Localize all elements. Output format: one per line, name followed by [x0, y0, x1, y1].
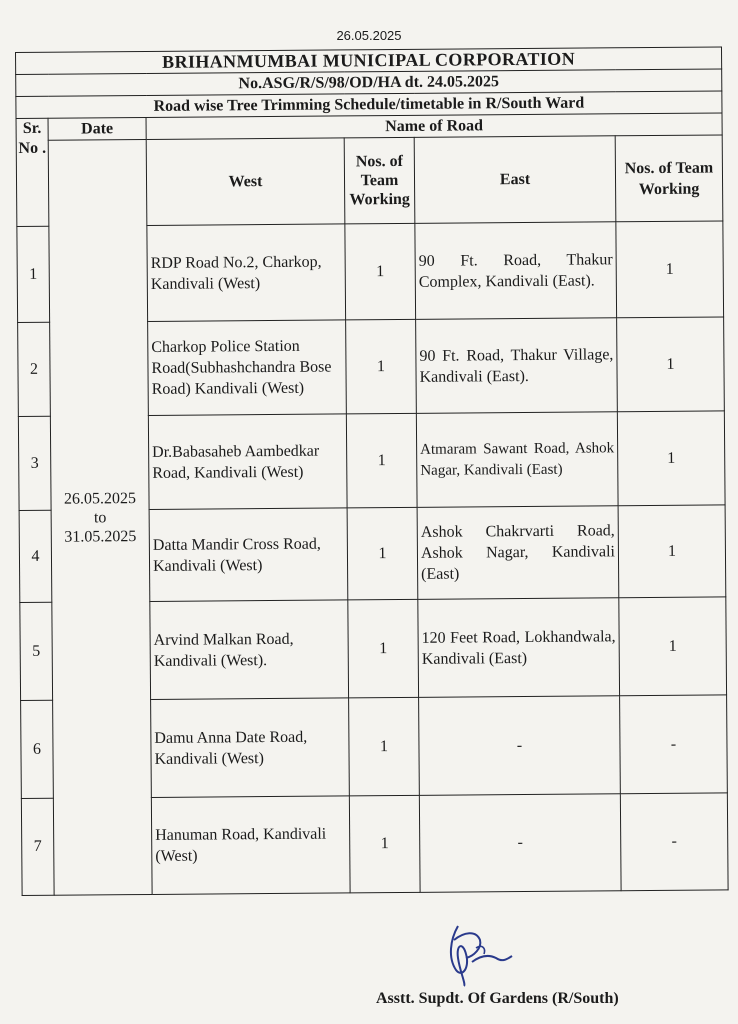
- schedule-table: [15, 46, 729, 896]
- west-road: Damu Anna Date Road, Kandivali (West): [151, 698, 350, 798]
- west-road: Datta Mandir Cross Road, Kandivali (West): [149, 508, 348, 602]
- sr-no: 2: [18, 322, 51, 416]
- team-east-count: 1: [617, 317, 725, 412]
- date-from: 26.05.2025: [63, 489, 137, 508]
- east-road: 90 Ft. Road, Thakur Complex, Kandivali (East).: [415, 222, 617, 320]
- schedule-sheet: [15, 46, 728, 912]
- sr-no: 5: [20, 602, 53, 700]
- team-east-count: -: [620, 695, 728, 794]
- schedule-title: Road wise Tree Trimming Schedule/timetable in R/South Ward: [16, 91, 722, 119]
- team-west-count: 1: [346, 319, 417, 414]
- sr-no: 1: [17, 226, 50, 322]
- team-west-count: 1: [349, 697, 420, 796]
- team-east-count: -: [620, 793, 728, 891]
- col-header-name-of-road: Name of Road: [146, 113, 722, 140]
- west-road: Hanuman Road, Kandivali (West): [151, 796, 350, 895]
- east-road: Ashok Chakrvarti Road, Ashok Nagar, Kandivali (East): [417, 506, 619, 600]
- document-date: 26.05.2025: [336, 28, 402, 43]
- west-road: Dr.Babasaheb Aambedkar Road, Kandivali (West): [148, 414, 347, 510]
- sr-no: 7: [21, 798, 54, 895]
- west-road: Charkop Police Station Road(Subhashchandra Bose Road) Kandivali (West): [148, 320, 347, 416]
- team-west-count: 1: [348, 599, 419, 698]
- sr-no: 6: [21, 700, 54, 798]
- col-header-west: West: [146, 138, 345, 226]
- sr-no: 4: [19, 510, 52, 602]
- team-east-count: 1: [619, 597, 727, 696]
- col-header-east: East: [414, 136, 616, 224]
- east-road: -: [419, 696, 621, 796]
- date-range-cell: [48, 139, 152, 895]
- col-header-sr-no: Sr. No .: [16, 118, 49, 226]
- sr-no: 3: [18, 416, 51, 510]
- col-header-team-west: Nos. of Team Working: [344, 137, 415, 224]
- west-road: Arvind Malkan Road, Kandivali (West).: [150, 600, 349, 700]
- east-road: 90 Ft. Road, Thakur Village, Kandivali (East).: [416, 318, 618, 414]
- east-road: -: [419, 794, 621, 893]
- team-west-count: 1: [346, 413, 417, 508]
- team-west-count: 1: [345, 223, 416, 320]
- signature-icon: [436, 918, 516, 988]
- east-road: Atmaram Sawant Road, Ashok Nagar, Kandivali (East): [416, 412, 618, 508]
- col-header-date: Date: [48, 117, 146, 140]
- date-to-word: to: [93, 508, 107, 526]
- col-header-team-east: Nos. of Team Working: [615, 135, 723, 222]
- team-west-count: 1: [349, 795, 420, 893]
- org-name: BRIHANMUMBAI MUNICIPAL CORPORATION: [16, 47, 722, 75]
- team-west-count: 1: [347, 507, 418, 600]
- west-road: RDP Road No.2, Charkop, Kandivali (West): [147, 224, 346, 322]
- signatory-title: Asstt. Supdt. Of Gardens (R/South): [376, 990, 619, 1007]
- team-east-count: 1: [618, 505, 726, 598]
- team-east-count: 1: [616, 221, 724, 318]
- team-east-count: 1: [617, 411, 725, 506]
- east-road: 120 Feet Road, Lokhandwala, Kandivali (East): [418, 598, 620, 698]
- date-to: 31.05.2025: [64, 527, 137, 546]
- reference-number: No.ASG/R/S/98/OD/HA dt. 24.05.2025: [16, 69, 722, 97]
